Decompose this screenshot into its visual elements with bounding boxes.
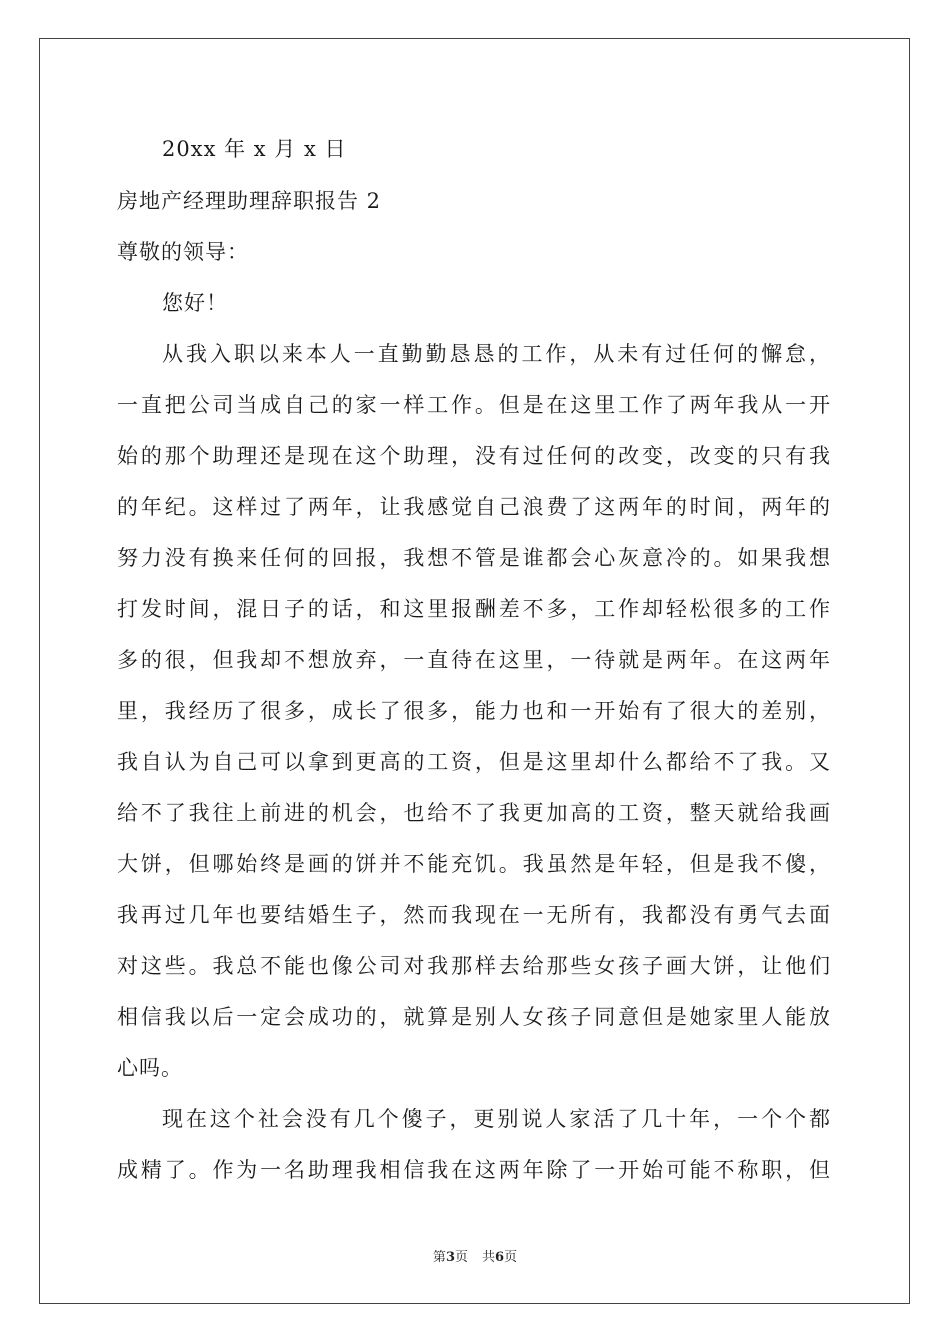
- paragraph-1-line: 给不了我往上前进的机会，也给不了我更加高的工资，整天就给我画: [117, 801, 831, 825]
- paragraph-1-line: 从我入职以来本人一直勤勤恳恳的工作，从未有过任何的懈怠，: [162, 342, 831, 366]
- document-title: 房地产经理助理辞职报告 2: [117, 189, 382, 213]
- total-suffix: 页: [504, 1250, 518, 1265]
- paragraph-1-line: 打发时间，混日子的话，和这里报酬差不多，工作却轻松很多的工作: [117, 597, 831, 621]
- paragraph-1-line: 里，我经历了很多，成长了很多，能力也和一开始有了很大的差别，: [117, 699, 831, 723]
- greeting: 您好！: [162, 291, 228, 315]
- page-suffix: 页: [454, 1250, 468, 1265]
- paragraph-1-line: 的年纪。这样过了两年，让我感觉自己浪费了这两年的时间，两年的: [117, 495, 831, 519]
- paragraph-2-line: 成精了。作为一名助理我相信我在这两年除了一开始可能不称职，但: [117, 1158, 831, 1182]
- paragraph-1-line: 相信我以后一定会成功的，就算是别人女孩子同意但是她家里人能放: [117, 1005, 831, 1029]
- current-page-number: 3: [445, 1250, 455, 1265]
- total-prefix: 共: [482, 1250, 496, 1265]
- total-page-number: 6: [495, 1250, 505, 1265]
- paragraph-1-line: 努力没有换来任何的回报，我想不管是谁都会心灰意冷的。如果我想: [117, 546, 831, 570]
- paragraph-1-line: 始的那个助理还是现在这个助理，没有过任何的改变，改变的只有我: [117, 444, 831, 468]
- paragraph-1-line: 一直把公司当成自己的家一样工作。但是在这里工作了两年我从一开: [117, 393, 831, 417]
- paragraph-1-line: 大饼，但哪始终是画的饼并不能充饥。我虽然是年轻，但是我不傻，: [117, 852, 831, 876]
- paragraph-1-line: 多的很，但我却不想放弃，一直待在这里，一待就是两年。在这两年: [117, 648, 831, 672]
- salutation: 尊敬的领导：: [117, 240, 249, 264]
- paragraph-1-line: 我再过几年也要结婚生子，然而我现在一无所有，我都没有勇气去面: [117, 903, 831, 927]
- page-footer: [0, 1250, 950, 1266]
- paragraph-1-line: 我自认为自己可以拿到更高的工资，但是这里却什么都给不了我。又: [117, 750, 831, 774]
- page-prefix: 第: [432, 1250, 446, 1265]
- date-line: 20xx 年 x 月 x 日: [162, 137, 347, 161]
- paragraph-1-line: 对这些。我总不能也像公司对我那样去给那些女孩子画大饼，让他们: [117, 954, 831, 978]
- paragraph-2-line: 现在这个社会没有几个傻子，更别说人家活了几十年，一个个都: [162, 1107, 831, 1131]
- paragraph-1-last-line: 心吗。: [117, 1056, 183, 1080]
